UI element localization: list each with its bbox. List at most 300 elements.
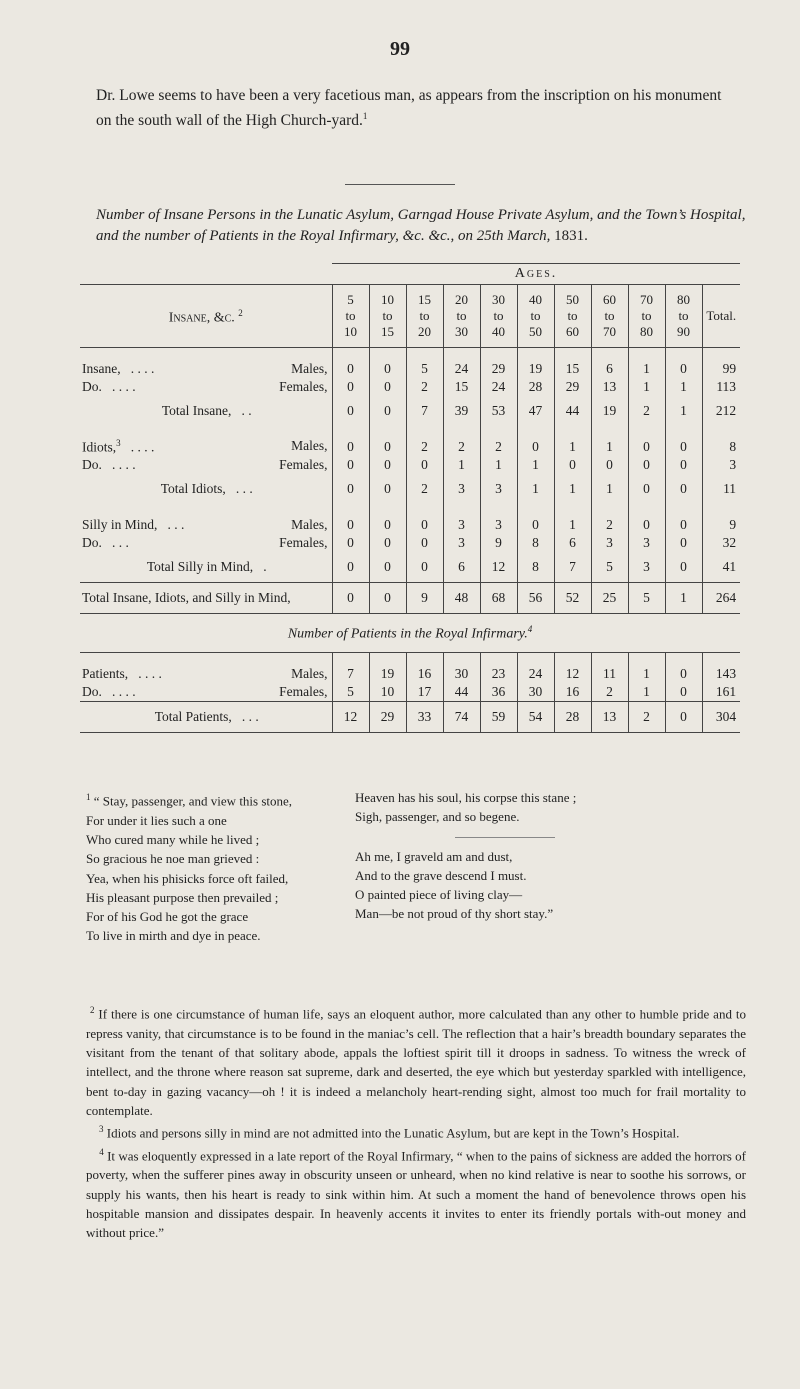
gap-cell xyxy=(369,653,406,666)
gap-cell xyxy=(591,348,628,361)
value-cell: 3 xyxy=(443,516,480,534)
value-cell: 52 xyxy=(554,583,591,614)
footnote-2 xyxy=(86,1001,746,1120)
epitaph-line: His pleasant purpose then prevailed ; xyxy=(86,889,279,905)
gap-cell xyxy=(665,504,702,516)
age-range-to-word: to xyxy=(567,308,578,323)
value-cell: 47 xyxy=(517,396,554,426)
epitaph-line: For under it lies such a one xyxy=(86,812,227,828)
gap-cell xyxy=(665,653,702,666)
value-cell: 2 xyxy=(443,438,480,456)
asylum-table xyxy=(80,263,740,733)
value-cell: 2 xyxy=(406,378,443,396)
caption-year: 1831. xyxy=(554,228,588,244)
age-range-header xyxy=(443,285,480,348)
gap-cell xyxy=(332,426,369,438)
value-cell: 8 xyxy=(517,552,554,583)
gap-row xyxy=(80,426,740,438)
gap-cell xyxy=(554,348,591,361)
leader-dots: . . . xyxy=(241,709,259,724)
value-cell: 29 xyxy=(369,702,406,733)
value-cell: 0 xyxy=(332,456,369,474)
epitaph-line: O painted piece of living clay— xyxy=(355,887,523,903)
age-range-from: 20 xyxy=(455,292,468,307)
silly-f-row xyxy=(80,534,740,552)
gap-cell xyxy=(517,426,554,438)
epitaph-line: So gracious he noe man grieved : xyxy=(86,851,260,867)
value-cell: 30 xyxy=(517,683,554,702)
row-label xyxy=(80,438,332,456)
row-label-text: Do. xyxy=(82,457,102,472)
leader-dots: . . . . xyxy=(112,379,136,394)
gap-cell xyxy=(554,653,591,666)
leader-dots: . . . . xyxy=(112,457,136,472)
value-cell: 0 xyxy=(369,534,406,552)
epitaph-line: Sigh, passenger, and so begene. xyxy=(355,809,520,825)
value-cell: 1 xyxy=(628,665,665,683)
epitaph-left xyxy=(86,788,346,946)
age-range-from: 80 xyxy=(677,292,690,307)
value-cell: 12 xyxy=(332,702,369,733)
value-cell: 0 xyxy=(665,456,702,474)
row-sex: Females, xyxy=(279,535,328,550)
epitaph-line: Man—be not proud of thy short stay.” xyxy=(355,906,554,922)
age-range-to-word: to xyxy=(493,308,504,323)
gap-cell xyxy=(369,426,406,438)
gap-cell xyxy=(80,504,332,516)
age-range-header xyxy=(406,285,443,348)
value-cell: 17 xyxy=(406,683,443,702)
value-cell: 28 xyxy=(554,702,591,733)
footnote-number: 2 xyxy=(89,1005,95,1015)
value-cell: 33 xyxy=(406,702,443,733)
ages-header-row xyxy=(80,264,740,285)
value-cell: 0 xyxy=(665,438,702,456)
value-cell: 10 xyxy=(369,683,406,702)
footnote-4 xyxy=(86,1143,746,1243)
footnote-number: 4 xyxy=(99,1146,104,1157)
gap-cell xyxy=(554,504,591,516)
value-cell: 28 xyxy=(517,378,554,396)
age-range-header xyxy=(591,285,628,348)
gap-cell xyxy=(480,653,517,666)
leader-dots: . . . xyxy=(112,535,129,550)
row-label-left xyxy=(82,666,162,682)
gap-cell xyxy=(332,653,369,666)
footnote-ref: 4 xyxy=(527,623,533,634)
value-cell: 11 xyxy=(591,665,628,683)
value-cell: 6 xyxy=(591,360,628,378)
gap-cell xyxy=(591,426,628,438)
row-label xyxy=(80,534,332,552)
gap-cell xyxy=(332,504,369,516)
gap-row xyxy=(80,348,740,361)
age-range-to: 30 xyxy=(455,324,468,339)
value-cell: 0 xyxy=(369,396,406,426)
gap-cell xyxy=(517,348,554,361)
row-label xyxy=(80,378,332,396)
value-cell: 0 xyxy=(665,534,702,552)
value-cell: 15 xyxy=(443,378,480,396)
row-label-left xyxy=(82,379,136,395)
age-range-header xyxy=(332,285,369,348)
leader-dots: . . . . xyxy=(130,361,155,376)
value-cell: 0 xyxy=(665,474,702,504)
gap-cell xyxy=(480,348,517,361)
value-cell: 2 xyxy=(406,438,443,456)
row-label xyxy=(80,396,332,426)
epitaph-line: To live in mirth and dye in peace. xyxy=(86,928,261,944)
age-range-to-word: to xyxy=(641,308,652,323)
gap-row xyxy=(80,504,740,516)
value-cell: 3 xyxy=(480,474,517,504)
gap-cell xyxy=(702,504,740,516)
value-cell: 0 xyxy=(517,516,554,534)
age-range-to-word: to xyxy=(419,308,430,323)
value-cell: 1 xyxy=(554,516,591,534)
patients-t-row xyxy=(80,702,740,733)
value-cell: 9 xyxy=(480,534,517,552)
gap-cell xyxy=(369,504,406,516)
age-range-to: 70 xyxy=(603,324,616,339)
row-label-text: Total Insane, xyxy=(161,403,232,418)
gap-cell xyxy=(591,653,628,666)
value-cell: 19 xyxy=(591,396,628,426)
age-range-header xyxy=(480,285,517,348)
value-cell: 1 xyxy=(554,438,591,456)
value-cell: 12 xyxy=(480,552,517,583)
value-cell: 74 xyxy=(443,702,480,733)
row-label-left xyxy=(82,535,129,551)
value-cell: 2 xyxy=(480,438,517,456)
insane-f-row xyxy=(80,378,740,396)
value-cell: 16 xyxy=(406,665,443,683)
value-cell: 2 xyxy=(406,474,443,504)
footnote-text: Idiots and persons silly in mind are not admitted into the Lunatic Asylum, but are kept in the Town’s Hospital. xyxy=(106,1125,680,1141)
value-cell: 0 xyxy=(332,396,369,426)
footnote-text: If there is one circumstance of human life, says an eloquent author, more calculated than any other to humble pride and to repress vanity, that circumstance is to be found in the maniac’s cell. The reflection that a hair’s breadth boundary separates the visitant from the tenant of that solitary abode, appals the loftiest spirit till it droops in sadness. To witness the wreck of intellect, and the throne where reason sat supreme, dark and deserted, the eye which but yesterday sparkled with intelligence, bent to-day in gazing vacancy—oh ! it is indeed a melancholy heart-rending sight, almost too much for frail mortality to contemplate. xyxy=(86,1006,747,1118)
value-cell: 0 xyxy=(665,702,702,733)
idiots-t-row xyxy=(80,474,740,504)
total-header: Total. xyxy=(702,285,740,348)
age-range-from: 70 xyxy=(640,292,653,307)
value-cell: 68 xyxy=(480,583,517,614)
insane-t-row xyxy=(80,396,740,426)
value-cell: 1 xyxy=(591,474,628,504)
leader-dots: . . . xyxy=(167,517,185,532)
row-label-text: Do. xyxy=(82,535,102,550)
value-cell: 1 xyxy=(554,474,591,504)
row-label-left xyxy=(82,457,136,473)
row-label-text: Patients, xyxy=(82,666,129,681)
gap-cell xyxy=(628,504,665,516)
value-cell: 0 xyxy=(628,438,665,456)
row-label-text: Total Idiots, xyxy=(160,481,226,496)
row-sex: Males, xyxy=(291,361,328,376)
row-label-text: Do. xyxy=(82,684,102,699)
value-cell: 0 xyxy=(369,456,406,474)
value-cell: 11 xyxy=(702,474,740,504)
value-cell: 0 xyxy=(332,438,369,456)
value-cell: 3 xyxy=(591,534,628,552)
gap-cell xyxy=(443,653,480,666)
row-label xyxy=(80,456,332,474)
ages-blank xyxy=(80,264,332,285)
value-cell: 6 xyxy=(443,552,480,583)
age-range-header xyxy=(628,285,665,348)
footnote-ref: 3 xyxy=(116,438,121,449)
row-label-left xyxy=(82,361,154,377)
row-label-text: Total Silly in Mind, xyxy=(146,559,254,574)
gap-cell xyxy=(369,348,406,361)
gap-cell xyxy=(80,348,332,361)
gap-cell xyxy=(702,653,740,666)
value-cell: 7 xyxy=(554,552,591,583)
gap-cell xyxy=(517,504,554,516)
row-label-left xyxy=(82,517,184,533)
row-label-text: Silly in Mind, xyxy=(82,517,158,532)
row-sex: Males, xyxy=(291,666,328,681)
value-cell: 0 xyxy=(369,438,406,456)
value-cell: 0 xyxy=(332,474,369,504)
value-cell: 3 xyxy=(443,474,480,504)
gap-cell xyxy=(665,426,702,438)
row-label xyxy=(80,665,332,683)
gap-cell xyxy=(665,348,702,361)
epitaph-right xyxy=(355,788,715,924)
value-cell: 0 xyxy=(591,456,628,474)
value-cell: 13 xyxy=(591,378,628,396)
gap-cell xyxy=(443,426,480,438)
infirmary-caption-row xyxy=(80,614,740,653)
footnote-ref: 2 xyxy=(238,308,243,319)
age-range-header xyxy=(554,285,591,348)
age-range-to: 60 xyxy=(566,324,579,339)
value-cell: 143 xyxy=(702,665,740,683)
value-cell: 0 xyxy=(406,534,443,552)
epitaph-divider xyxy=(455,837,555,838)
value-cell: 1 xyxy=(665,583,702,614)
footnote-3 xyxy=(86,1120,746,1143)
gap-cell xyxy=(480,504,517,516)
gap-cell xyxy=(628,348,665,361)
value-cell: 13 xyxy=(591,702,628,733)
value-cell: 0 xyxy=(665,516,702,534)
age-range-from: 30 xyxy=(492,292,505,307)
gap-cell xyxy=(406,426,443,438)
value-cell: 8 xyxy=(517,534,554,552)
row-label-wrap xyxy=(82,361,332,377)
value-cell: 0 xyxy=(369,360,406,378)
age-range-from: 10 xyxy=(381,292,394,307)
age-range-header xyxy=(517,285,554,348)
value-cell: 1 xyxy=(628,360,665,378)
row-label-text: Insane, xyxy=(82,361,121,376)
gap-cell xyxy=(332,348,369,361)
age-range-to: 20 xyxy=(418,324,431,339)
value-cell: 1 xyxy=(665,378,702,396)
idiots-m-row xyxy=(80,438,740,456)
footnote-ref: 1 xyxy=(362,111,368,121)
row-label-wrap xyxy=(82,457,332,473)
value-cell: 0 xyxy=(369,474,406,504)
value-cell: 23 xyxy=(480,665,517,683)
infirmary-caption-text: Number of Patients in the Royal Infirmary. xyxy=(287,626,528,642)
leader-dots: . . . xyxy=(235,481,253,496)
value-cell: 0 xyxy=(517,438,554,456)
row-label-wrap xyxy=(82,438,332,456)
value-cell: 25 xyxy=(591,583,628,614)
gap-cell xyxy=(406,348,443,361)
age-range-from: 5 xyxy=(347,292,354,307)
value-cell: 1 xyxy=(443,456,480,474)
value-cell: 264 xyxy=(702,583,740,614)
age-range-to-word: to xyxy=(604,308,615,323)
value-cell: 0 xyxy=(332,516,369,534)
value-cell: 5 xyxy=(591,552,628,583)
row-label-wrap xyxy=(82,517,332,533)
epitaph-first-line: “ Stay, passenger, and view this stone, xyxy=(93,793,293,809)
insane-m-row xyxy=(80,360,740,378)
gap-cell xyxy=(628,426,665,438)
row-label xyxy=(80,702,332,733)
age-range-row xyxy=(80,285,740,348)
value-cell: 53 xyxy=(480,396,517,426)
gap-cell xyxy=(406,504,443,516)
gap-cell xyxy=(443,348,480,361)
value-cell: 0 xyxy=(665,665,702,683)
value-cell: 3 xyxy=(443,534,480,552)
value-cell: 54 xyxy=(517,702,554,733)
value-cell: 48 xyxy=(443,583,480,614)
epitaph-line: Ah me, I graveld am and dust, xyxy=(355,848,513,864)
value-cell: 16 xyxy=(554,683,591,702)
age-range-to-word: to xyxy=(345,308,356,323)
page-number: 99 xyxy=(390,38,410,60)
value-cell: 36 xyxy=(480,683,517,702)
value-cell: 24 xyxy=(443,360,480,378)
value-cell: 0 xyxy=(369,378,406,396)
value-cell: 1 xyxy=(628,378,665,396)
age-range-to: 10 xyxy=(344,324,357,339)
value-cell: 39 xyxy=(443,396,480,426)
idiots-f-row xyxy=(80,456,740,474)
value-cell: 44 xyxy=(443,683,480,702)
caption-text: Number of Insane Persons in the Lunatic Asylum, Garngad House Private Asylum, and the Town’s Hospital, and the number of Patients in the Royal Infirmary, &c. &c., on 25th March, xyxy=(96,207,746,244)
value-cell: 1 xyxy=(591,438,628,456)
value-cell: 12 xyxy=(554,665,591,683)
value-cell: 99 xyxy=(702,360,740,378)
value-cell: 8 xyxy=(702,438,740,456)
value-cell: 7 xyxy=(406,396,443,426)
age-range-to: 80 xyxy=(640,324,653,339)
value-cell: 7 xyxy=(332,665,369,683)
row-label-text: Total Patients, xyxy=(154,709,232,724)
value-cell: 24 xyxy=(480,378,517,396)
value-cell: 3 xyxy=(480,516,517,534)
value-cell: 44 xyxy=(554,396,591,426)
value-cell: 0 xyxy=(665,360,702,378)
patients-f-row xyxy=(80,683,740,702)
value-cell: 0 xyxy=(406,516,443,534)
ages-title: Ages. xyxy=(332,264,740,285)
value-cell: 9 xyxy=(406,583,443,614)
age-range-to: 90 xyxy=(677,324,690,339)
value-cell: 0 xyxy=(369,552,406,583)
row-label xyxy=(80,683,332,702)
gap-cell xyxy=(628,653,665,666)
row-label xyxy=(80,474,332,504)
infirmary-caption xyxy=(80,614,740,653)
value-cell: 6 xyxy=(554,534,591,552)
value-cell: 5 xyxy=(332,683,369,702)
value-cell: 0 xyxy=(369,583,406,614)
epitaph-line: Who cured many while he lived ; xyxy=(86,831,260,847)
value-cell: 3 xyxy=(702,456,740,474)
gap-cell xyxy=(702,426,740,438)
gap-row xyxy=(80,653,740,666)
epitaph-line: Heaven has his soul, his corpse this stane ; xyxy=(355,790,577,805)
row-label-text: Idiots, xyxy=(82,439,117,455)
value-cell: 41 xyxy=(702,552,740,583)
age-range-to-word: to xyxy=(678,308,689,323)
row-label xyxy=(80,552,332,583)
section-divider xyxy=(345,184,455,185)
row-sex: Males, xyxy=(291,517,328,532)
footnote-text: It was eloquently expressed in a late report of the Royal Infirmary, “ when to the pains of sickness are added the horrors of poverty, when the sufferer pines away in obscurity unseen or unheard, when no kind relative is near to soothe his sorrows, or supply his wants, then his heart is ready to sink within him. At such a moment the hand of benevolence throws open his hospitable mansion and dissipates despair. In heavenly accents it invites to enter its friendly portals with-out money and without price.” xyxy=(86,1148,747,1241)
footnote-number: 1 xyxy=(86,792,91,802)
insane-header xyxy=(80,285,332,348)
value-cell: 2 xyxy=(591,683,628,702)
gap-cell xyxy=(406,653,443,666)
leader-dots: . . . . xyxy=(112,684,136,699)
row-label-wrap xyxy=(82,535,332,551)
age-range-header xyxy=(665,285,702,348)
value-cell: 29 xyxy=(480,360,517,378)
row-label-text: Do. xyxy=(82,379,102,394)
value-cell: 161 xyxy=(702,683,740,702)
value-cell: 30 xyxy=(443,665,480,683)
row-sex: Males, xyxy=(291,438,328,454)
age-range-header xyxy=(369,285,406,348)
value-cell: 212 xyxy=(702,396,740,426)
value-cell: 9 xyxy=(702,516,740,534)
value-cell: 0 xyxy=(332,534,369,552)
value-cell: 0 xyxy=(406,552,443,583)
epitaph-line: For of his God he got the grace xyxy=(86,909,249,925)
value-cell: 1 xyxy=(480,456,517,474)
row-label xyxy=(80,360,332,378)
epitaph-line: Yea, when his phisicks force oft failed, xyxy=(86,870,289,886)
silly-m-row xyxy=(80,516,740,534)
value-cell: 59 xyxy=(480,702,517,733)
gap-cell xyxy=(480,426,517,438)
value-cell: 0 xyxy=(628,474,665,504)
intro-text: Dr. Lowe seems to have been a very facetious man, as appears from the inscription on his monument on the south wall of the High Church-yard. xyxy=(96,87,722,130)
age-range-from: 50 xyxy=(566,292,579,307)
value-cell: 0 xyxy=(665,683,702,702)
footnote-number: 3 xyxy=(99,1124,104,1135)
table-caption xyxy=(96,205,746,247)
value-cell: 0 xyxy=(332,378,369,396)
silly-t-row xyxy=(80,552,740,583)
value-cell: 3 xyxy=(628,552,665,583)
gap-cell xyxy=(80,426,332,438)
leader-dots: . . . . xyxy=(138,666,162,681)
value-cell: 5 xyxy=(406,360,443,378)
age-range-to: 50 xyxy=(529,324,542,339)
age-range-to: 15 xyxy=(381,324,394,339)
